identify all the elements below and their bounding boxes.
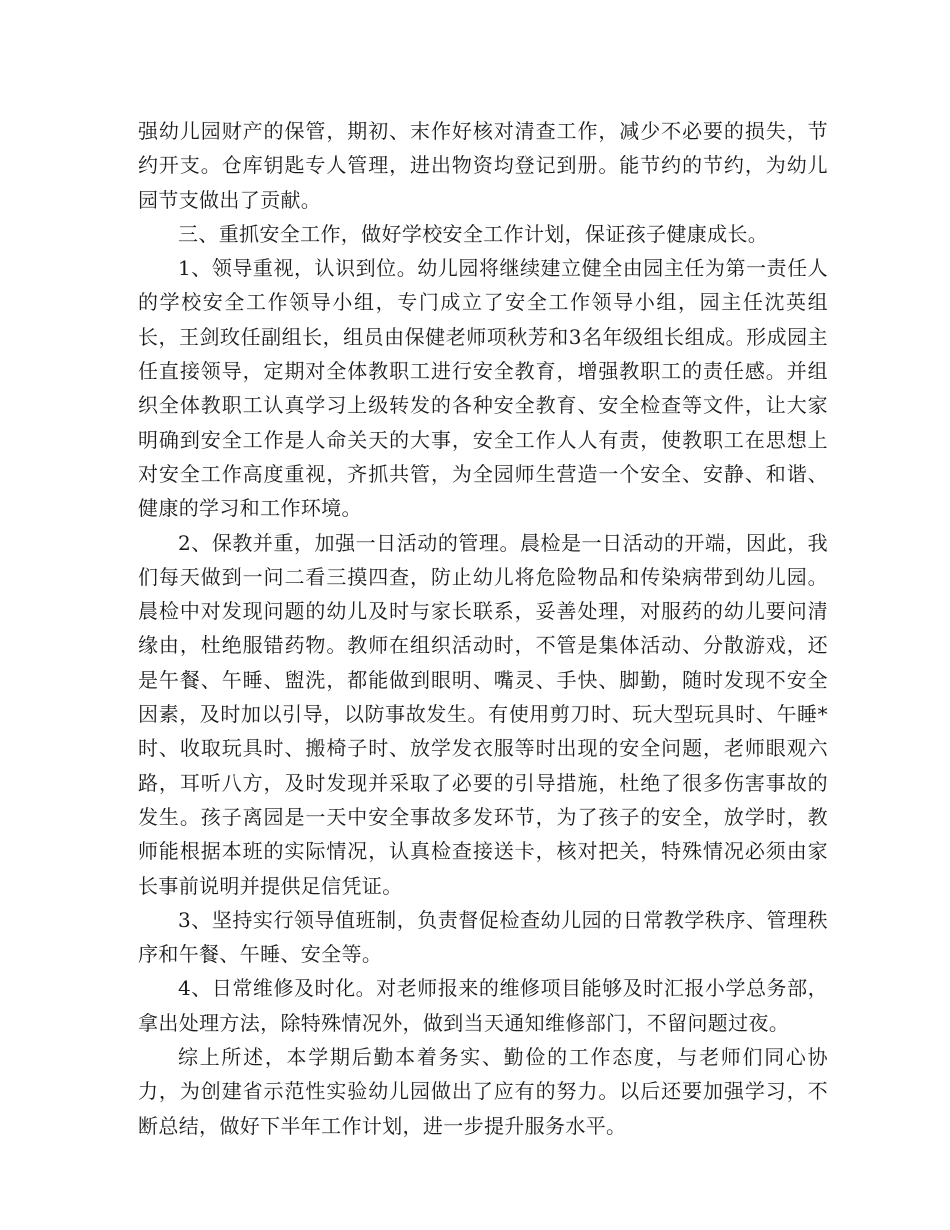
- paragraph-property-management: 强幼儿园财产的保管，期初、末作好核对清查工作，减少不必要的损失，节约开支。仓库钥匙专人管理，进出物资均登记到册。能节约的节约，为幼儿园节支做出了贡献。: [138, 119, 828, 212]
- paragraph-maintenance: 4、日常维修及时化。对老师报来的维修项目能够及时汇报小学总务部，拿出处理方法，除特殊情况外，做到当天通知维修部门，不留问题过夜。: [138, 976, 828, 1035]
- paragraph-leadership: 1、领导重视，认识到位。幼儿园将继续建立健全由园主任为第一责任人的学校安全工作领导小组，专门成立了安全工作领导小组，园主任沈英组长，王剑玫任副组长，组员由保健老师项秋芳和3名年级组长组成。形成园主任直接领导，定期对全体教职工进行安全教育，增强教职工的责任感。并组织全体教职工认真学习上级转发的各种安全教育、安全检查等文件，让大家明确到安全工作是人命关天的大事，安全工作人人有责，使教职工在思想上对安全工作高度重视，齐抓共管，为全园师生营造一个安全、安静、和谐、健康的学习和工作环境。: [138, 256, 828, 521]
- document-body: [138, 114, 828, 1143]
- paragraph-summary: 综上所述，本学期后勤本着务实、勤俭的工作态度，与老师们同心协力，为创建省示范性实验幼儿园做出了应有的努力。以后还要加强学习，不断总结，做好下半年工作计划，进一步提升服务水平。: [138, 1045, 828, 1138]
- paragraph-duty-system: 3、坚持实行领导值班制，负责督促检查幼儿园的日常教学秩序、管理秩序和午餐、午睡、安全等。: [138, 907, 828, 967]
- paragraph-daily-activities: 2、保教并重，加强一日活动的管理。晨检是一日活动的开端，因此，我们每天做到一问二看三摸四查，防止幼儿将危险物品和传染病带到幼儿园。晨检中对发现问题的幼儿及时与家长联系，妥善处理，对服药的幼儿要问清缘由，杜绝服错药物。教师在组织活动时，不管是集体活动、分散游戏，还是午餐、午睡、盥洗，都能做到眼明、嘴灵、手快、脚勤，随时发现不安全因素，及时加以引导，以防事故发生。有使用剪刀时、玩大型玩具时、午睡*时、收取玩具时、搬椅子时、放学发衣服等时出现的安全问题，老师眼观六路，耳听八方，及时发现并采取了必要的引导措施，杜绝了很多伤害事故的发生。孩子离园是一天中安全事故多发环节，为了孩子的安全，放学时，教师能根据本班的实际情况，认真检查接送卡，核对把关，特殊情况必须由家长事前说明并提供足信凭证。: [138, 530, 828, 898]
- section-heading-safety: 三、重抓安全工作，做好学校安全工作计划，保证孩子健康成长。: [178, 221, 769, 246]
